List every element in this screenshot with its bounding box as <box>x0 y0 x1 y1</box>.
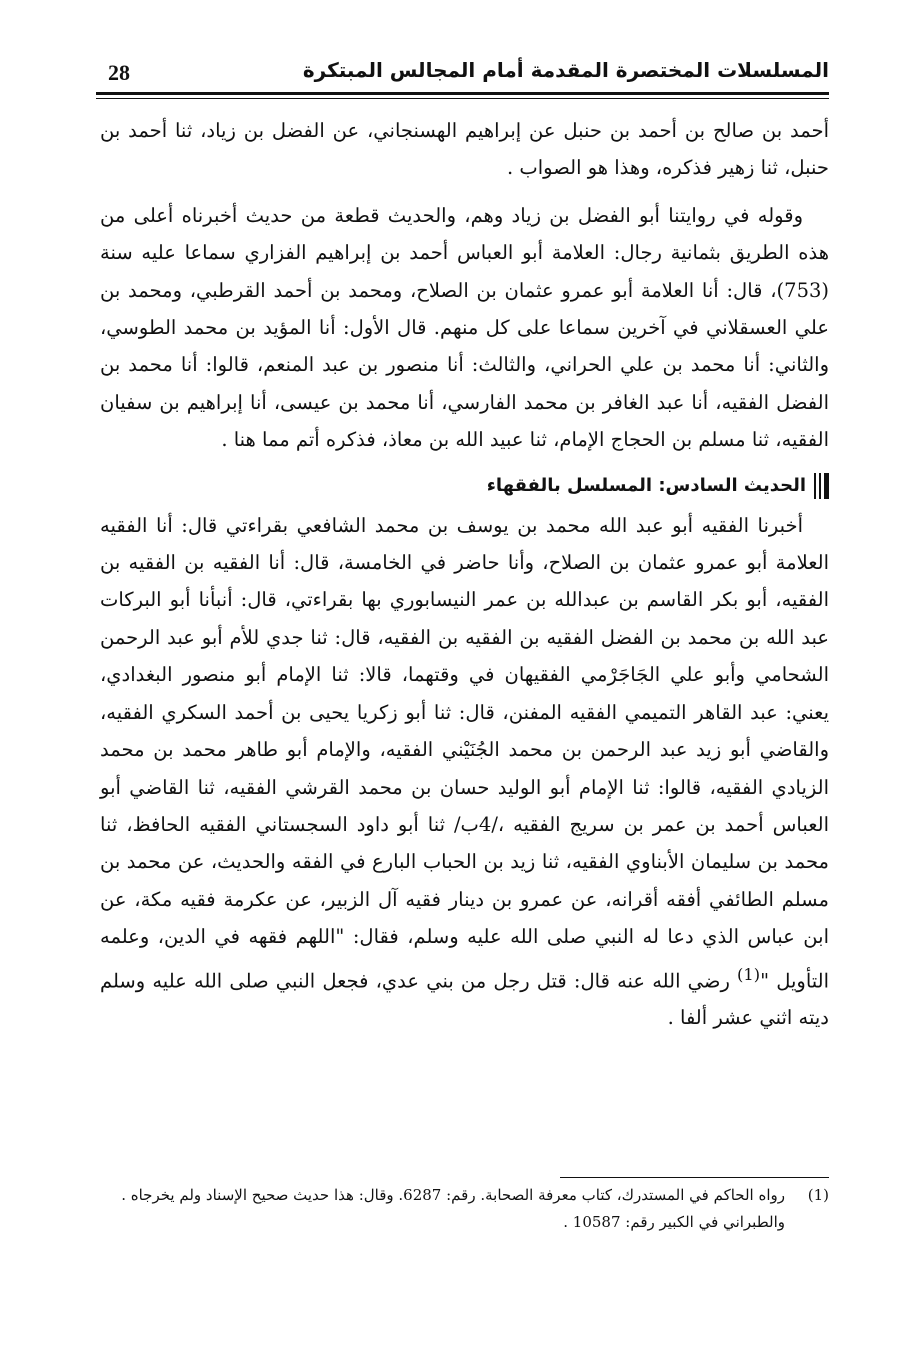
paragraph-3-text: أخبرنا الفقيه أبو عبد الله محمد بن يوسف بن محمد الشافعي بقراءتي قال: أنا الفقيه العلامة أبو عمرو عثمان بن الصلاح، وأنا حاضر في الخامسة، قال: أنا الفقيه بن الفقيه بن الفقيه، أبو بكر القاسم بن عبدالله بن عمر النيسابوري بها بقراءتي، قال: أنبأنا أبو البركات عبد الله بن محمد بن الفضل الفقيه بن الفقيه بن الفقيه، قال: ثنا جدي للأم أبو عبد الرحمن الشحامي وأبو علي الجَاجَرْمي الفقيهان في وقتهما، قالا: ثنا الإمام أبو منصور البغدادي، يعني: عبد القاهر التميمي الفقيه المفنن، قال: ثنا أبو زكريا يحيى بن أحمد السكري الفقيه، والقاضي أبو زيد عبد الرحمن بن محمد الجُنَيْني الفقيه، والإمام أبو طاهر محمد بن محمد الزيادي الفقيه، قالوا: ثنا الإمام أبو الوليد حسان بن محمد القرشي الفقيه، ثنا القاضي أبو العباس أحمد بن عمر بن سريج الفقيه ،/4ب/ ثنا أبو داود السجستاني الفقيه الحافظ، ثنا محمد بن سليمان الأبناوي الفقيه، ثنا زيد بن الحباب البارع في الفقه والحديث، عن محمد بن مسلم الطائفي أفقه أقرانه، عن عمرو بن دينار فقيه آل الزبير، عن عكرمة فقيه مكة، عن ابن عباس الذي دعا له النبي صلى الله عليه وسلم، فقال: "اللهم فقهه في الدين، وعلمه التأويل " <box>100 513 830 993</box>
paragraph-1: أحمد بن صالح بن أحمد بن حنبل عن إبراهيم الهسنجاني، عن الفضل بن زياد، ثنا أحمد بن حنبل، ثنا زهير فذكره، وهذا هو الصواب . <box>100 119 829 180</box>
footnotes <box>100 1182 829 1236</box>
paragraph-3-end: رضي الله عنه قال: قتل رجل من بني عدي، فجعل النبي صلى الله عليه وسلم ديته اثني عشر ألفا . <box>100 969 829 1030</box>
header-rule-thin <box>96 98 829 99</box>
page-number: 28 <box>108 60 130 85</box>
section-heading-text: الحديث السادس: المسلسل بالفقهاء <box>486 474 806 496</box>
footnote-reference[interactable]: (1) <box>737 964 761 984</box>
paragraph-2: وقوله في روايتنا أبو الفضل بن زياد وهم، والحديث قطعة من حديث أخبرناه أعلى من هذه الطريق بثمانية رجال: العلامة أبو العباس أحمد بن إبراهيم الفزاري سماعا عليه سنة (753)، قال: أنا العلامة أبو عمرو عثمان بن الصلاح، ومحمد بن أحمد القرطبي، ومحمد بن علي العسقلاني في آخرين سماعا على كل منهم. قال الأول: أنا المؤيد بن محمد الطوسي، والثاني: أنا محمد بن علي الحراني، والثالث: أنا منصور بن عبد المنعم، قالوا: أنا محمد بن الفضل الفقيه، أنا عبد الغافر بن محمد الفارسي، أنا محمد بن عيسى، أنا إبراهيم بن سفيان الفقيه، ثنا مسلم بن الحجاج الإمام، ثنا عبيد الله بن معاذ، فذكره أتم مما هنا . <box>100 203 829 452</box>
heading-bars-icon <box>814 473 829 499</box>
running-title: المسلسلات المختصرة المقدمة أمام المجالس المبتكرة <box>302 58 829 82</box>
running-header <box>96 52 829 90</box>
footnote-text: رواه الحاكم في المستدرك، كتاب معرفة الصحابة. رقم: 6287. وقال: هذا حديث صحيح الإسناد ولم يخرجاه . <box>121 1186 785 1204</box>
paragraph-3 <box>100 507 829 1037</box>
section-heading <box>100 469 829 503</box>
footnote-number: (1) <box>807 1186 829 1204</box>
header-rule <box>96 92 829 95</box>
footnote-continuation: والطبراني في الكبير رقم: 10587 . <box>563 1213 785 1231</box>
footnote-1 <box>100 1182 829 1209</box>
footnote-separator <box>560 1177 829 1178</box>
main-text <box>100 112 829 1047</box>
